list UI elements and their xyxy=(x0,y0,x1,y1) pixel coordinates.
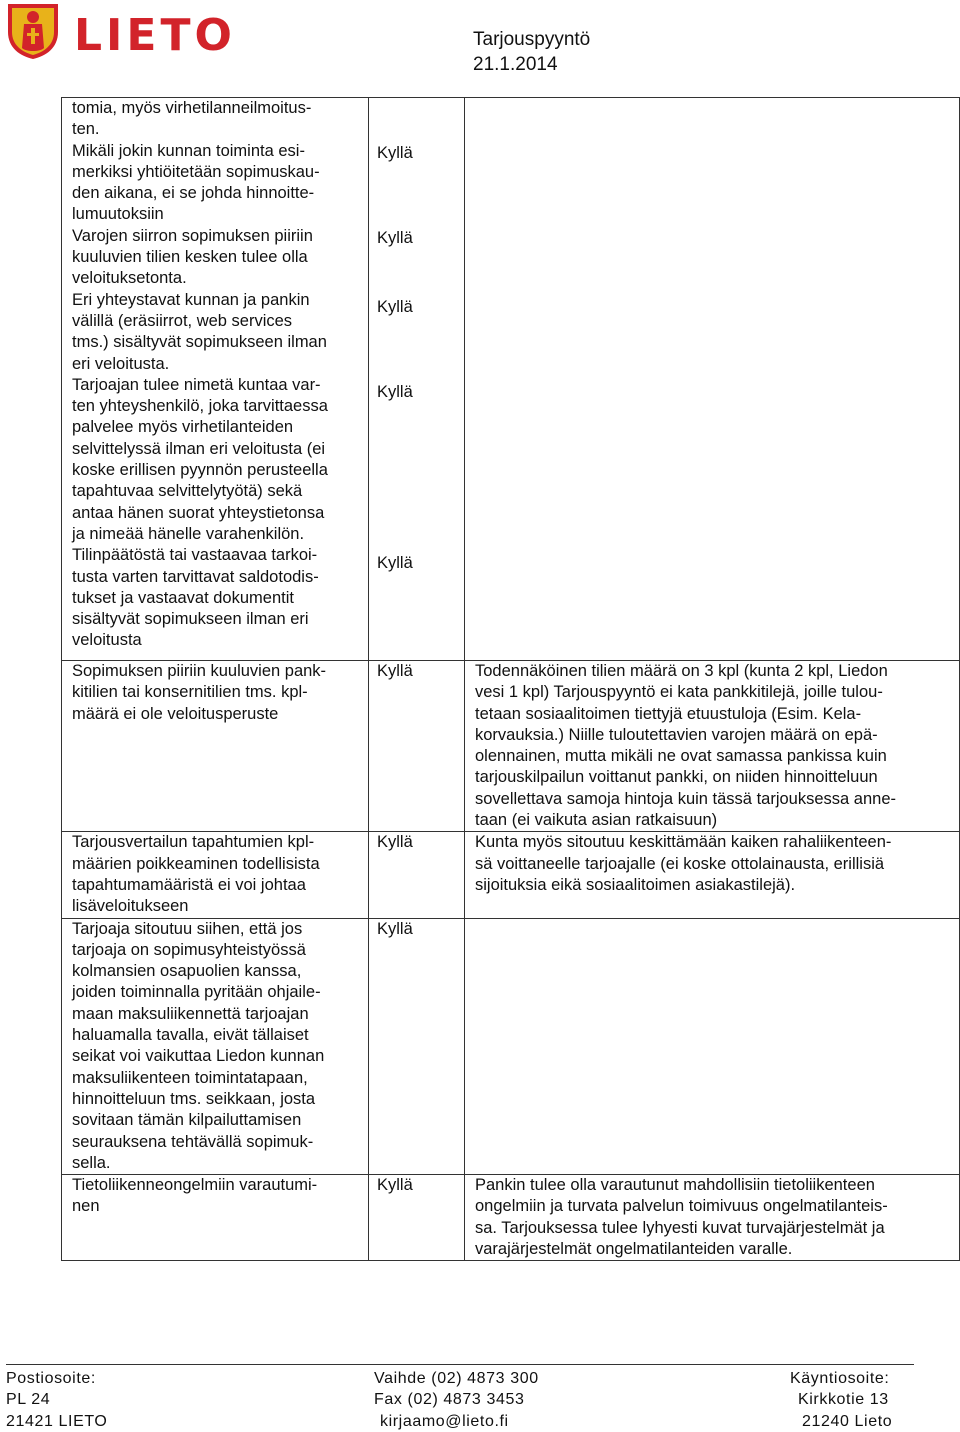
answer-cell xyxy=(369,832,465,918)
requirement-line: seikat voi vaikuttaa Liedon kunnan xyxy=(72,1047,325,1066)
footer-line: Kirkkotie 13 xyxy=(798,1391,889,1409)
notes-line: korvauksia.) Niille tuloutettavien varojen määrä on epä- xyxy=(475,725,878,744)
requirement-line: tarjoaja on sopimusyhteistyössä xyxy=(72,940,306,959)
footer-divider xyxy=(6,1364,914,1365)
notes-line: Todennäköinen tilien määrä on 3 kpl (kunta 2 kpl, Liedon xyxy=(475,662,888,680)
requirement-line: välillä (eräsiirrot, web services xyxy=(72,311,293,330)
requirement-cell xyxy=(62,661,369,832)
requirement-line: Tietoliikenneongelmiin varautumi- xyxy=(72,1176,318,1195)
footer-visiting-address xyxy=(790,1368,892,1432)
requirement-line: kolmansien osapuolien kanssa, xyxy=(72,962,302,981)
requirement-line: tusta varten tarvittavat saldotodis- xyxy=(72,567,319,586)
footer-email-link[interactable]: kirjaamo@lieto.fi xyxy=(380,1412,509,1430)
notes-line: sovellettava samoja hintoja kuin tässä tarjouksessa anne- xyxy=(475,789,896,808)
requirement-line: veloitusta xyxy=(72,631,142,650)
requirement-line: määrien poikkeaminen todellisista xyxy=(72,854,320,873)
requirement-line: Tarjoaja sitoutuu siihen, että jos xyxy=(72,919,303,938)
notes-cell xyxy=(465,98,960,661)
notes-line: varajärjestelmät ongelmatilanteiden varalle. xyxy=(475,1240,793,1259)
requirement-line: sovitaan tämän kilpailuttamisen xyxy=(72,1111,302,1130)
footer-line: Käyntiosoite: xyxy=(790,1370,890,1387)
requirement-cell xyxy=(62,98,369,661)
notes-cell xyxy=(465,832,960,918)
notes-line: sa. Tarjouksessa tulee lyhyesti kuvat turvajärjestelmät ja xyxy=(475,1218,885,1237)
requirement-line: seurauksena tehtävällä sopimuk- xyxy=(72,1132,314,1151)
requirement-line: kitilien tai konsernitilien tms. kpl- xyxy=(72,683,308,702)
footer-postal-address xyxy=(6,1368,107,1432)
footer-line: 21421 LIETO xyxy=(6,1412,108,1430)
requirement-line: Varojen siirron sopimuksen piiriin xyxy=(72,226,313,245)
requirement-line: tapahtuvaa selvittelytyötä) sekä xyxy=(72,482,303,501)
answer-cell xyxy=(369,1175,465,1261)
requirement-line: ja nimeää hänelle varahenkilön. xyxy=(72,524,305,543)
requirement-line: palvelee myös virhetilanteiden xyxy=(72,418,294,437)
notes-cell xyxy=(465,918,960,1175)
answer-kylla: Kyllä xyxy=(377,229,413,248)
requirement-line: tukset ja vastaavat dokumentit xyxy=(72,588,294,607)
requirement-line: eri veloitusta. xyxy=(72,354,170,373)
requirement-line: merkiksi yhtiöitetään sopimuskau- xyxy=(72,162,320,181)
notes-line: sijoituksia eikä sosiaalitoimen asiakastilejä). xyxy=(475,875,796,894)
requirement-line: ten. xyxy=(72,120,100,139)
requirement-line: Tarjoajan tulee nimetä kuntaa var- xyxy=(72,375,321,394)
table-row xyxy=(62,832,960,918)
answer-kylla: Kyllä xyxy=(377,1176,413,1195)
requirement-line: tomia, myös virhetilanneilmoitus- xyxy=(72,99,312,117)
footer-line: PL 24 xyxy=(6,1391,51,1409)
document-title: Tarjouspyyntö xyxy=(473,29,591,50)
requirement-line: joiden toiminnalla pyritään ohjaile- xyxy=(72,983,321,1002)
notes-cell xyxy=(465,1175,960,1261)
notes-cell xyxy=(465,661,960,832)
answer-cell xyxy=(369,918,465,1175)
requirement-line: tapahtumamääristä ei voi johtaa xyxy=(72,875,306,894)
notes-line: taan (ei vaikuta asian ratkaisuun) xyxy=(475,811,718,830)
logo-wordmark: LIETO xyxy=(74,10,236,61)
answer-kylla: Kyllä xyxy=(377,919,413,938)
notes-line: olennainen, mutta mikäli ne ovat samassa pankissa kuin xyxy=(475,747,887,766)
answer-kylla: Kyllä xyxy=(377,144,413,162)
footer-line: 21240 Lieto xyxy=(802,1412,893,1430)
table-row xyxy=(62,98,960,661)
notes-line: tetaan sosiaalitoimen tiettyjä etuustuloja (Esim. Kela- xyxy=(475,704,862,723)
requirement-line: Mikäli jokin kunnan toiminta esi- xyxy=(72,141,305,160)
table-row xyxy=(62,661,960,832)
requirement-line: nen xyxy=(72,1197,100,1216)
requirement-line: antaa hänen suorat yhteystietonsa xyxy=(72,503,325,522)
requirement-line: tms.) sisältyvät sopimukseen ilman xyxy=(72,333,327,352)
notes-line: sä voittaneelle tarjoajalle (ei koske ottolainausta, erillisiä xyxy=(475,854,885,873)
requirement-line: maksuliikenteen toimintatapaan, xyxy=(72,1068,308,1087)
requirement-line: määrä ei ole veloitusperuste xyxy=(72,704,279,723)
requirement-line: Tarjousvertailun tapahtumien kpl- xyxy=(72,833,315,852)
requirement-line: sisältyvät sopimukseen ilman eri xyxy=(72,610,309,629)
requirement-line: Sopimuksen piiriin kuuluvien pank- xyxy=(72,662,327,680)
requirement-line: veloituksetonta. xyxy=(72,269,187,288)
page-header xyxy=(0,0,960,90)
requirement-line: lumuutoksiin xyxy=(72,205,164,224)
requirement-line: Eri yhteystavat kunnan ja pankin xyxy=(72,290,310,309)
requirement-line: haluamalla tavalla, eivät tällaiset xyxy=(72,1026,309,1045)
answer-cell xyxy=(369,661,465,832)
answer-kylla: Kyllä xyxy=(377,297,413,316)
footer-line: Vaihde (02) 4873 300 xyxy=(374,1370,539,1387)
footer-line: Fax (02) 4873 3453 xyxy=(374,1391,525,1409)
requirement-line: lisäveloitukseen xyxy=(72,897,189,916)
requirement-line: hinnoitteluun tms. seikkaan, josta xyxy=(72,1089,316,1108)
table-row xyxy=(62,1175,960,1261)
requirement-line: den aikana, ei se johda hinnoitte- xyxy=(72,184,315,203)
answer-kylla: Kyllä xyxy=(377,833,413,852)
table-row xyxy=(62,918,960,1175)
answer-cell xyxy=(369,98,465,661)
notes-line: Kunta myös sitoutuu keskittämään kaiken rahaliikenteen- xyxy=(475,833,892,852)
requirement-cell xyxy=(62,1175,369,1261)
requirement-line: selvittelyssä ilman eri veloitusta (ei xyxy=(72,439,326,458)
footer-contact xyxy=(374,1368,539,1432)
requirement-line: koske erillisen pyynnön perusteella xyxy=(72,461,328,480)
footer-line: Postiosoite: xyxy=(6,1370,96,1387)
lieto-crest-icon xyxy=(6,2,60,60)
notes-line: vesi 1 kpl) Tarjouspyyntö ei kata pankkitilejä, joille tulou- xyxy=(475,683,883,702)
document-date: 21.1.2014 xyxy=(473,54,558,75)
requirement-line: kuuluvien tilien kesken tulee olla xyxy=(72,248,308,267)
answer-kylla: Kyllä xyxy=(377,382,413,401)
requirement-line: maan maksuliikennettä tarjoajan xyxy=(72,1004,309,1023)
requirement-line: Tilinpäätöstä tai vastaavaa tarkoi- xyxy=(72,546,318,565)
answer-kylla: Kyllä xyxy=(377,554,413,573)
requirement-cell xyxy=(62,832,369,918)
requirement-line: sella. xyxy=(72,1153,111,1172)
answer-kylla: Kyllä xyxy=(377,662,413,680)
requirements-table xyxy=(61,97,960,1261)
notes-line: tarjouskilpailun voittanut pankki, on niiden hinnoitteluun xyxy=(475,768,878,787)
notes-line: ongelmiin ja turvata palvelun toimivuus ongelmatilanteis- xyxy=(475,1197,888,1216)
requirement-cell xyxy=(62,918,369,1175)
notes-line: Pankin tulee olla varautunut mahdollisiin tietoliikenteen xyxy=(475,1176,875,1195)
requirement-line: ten yhteyshenkilö, joka tarvittaessa xyxy=(72,397,328,416)
